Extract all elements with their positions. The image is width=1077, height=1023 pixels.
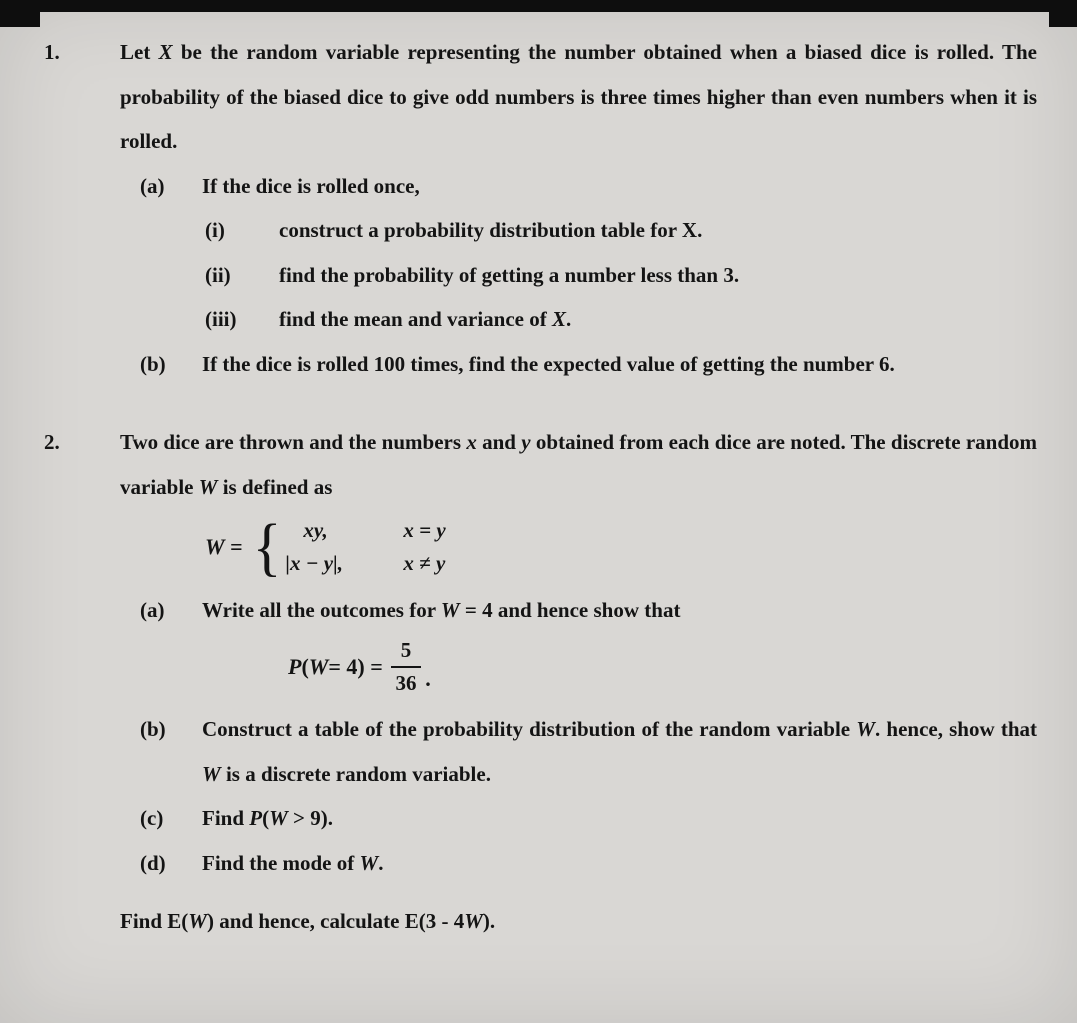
probability-formula: [288, 637, 1077, 698]
question-2: [0, 420, 1077, 509]
q1-item-iii: [205, 297, 1077, 342]
q2-d-var-w: W: [359, 850, 379, 875]
q2-part-a-text: [202, 588, 1077, 633]
pformula-period: .: [425, 665, 431, 691]
q2-c-text-1: Find: [202, 806, 250, 831]
question-1-number: 1.: [44, 40, 60, 64]
q2-intro-var-y: y: [521, 430, 531, 455]
q2-a-text-2: = 4 and hence show that: [459, 598, 681, 623]
q1-intro-text-cont: be the random variable representing the number obtained when a biased dice is rolled. The probability of the biased dice to give odd numbers is three times higher than even numbers when it is rolled.: [120, 40, 1037, 154]
case2-expression: |x − y|,: [285, 550, 343, 575]
q1-item-ii: [205, 253, 1077, 298]
q2-part-d: [140, 841, 1077, 886]
q1-iii-var-x: X: [552, 307, 567, 332]
pformula-rest: = 4) =: [328, 653, 383, 679]
q2-intro-text-4: is defined as: [217, 474, 333, 499]
fraction-numerator: 5: [391, 637, 422, 668]
q2-b-var-w1: W: [856, 717, 875, 742]
left-brace-glyph: {: [252, 510, 282, 583]
q2-b-text-1: Construct a table of the probability distribution of the random variable: [202, 717, 857, 742]
q1-intro-text: Let: [120, 40, 159, 64]
question-1-intro: [120, 30, 1077, 164]
q2-part-b-label: (b): [140, 717, 166, 742]
question-1: [0, 30, 1077, 164]
q2-b-text-2: . hence, show that: [874, 717, 1037, 742]
q1-iii-text: find the mean and variance of: [279, 307, 552, 332]
fraction-denominator: 36: [395, 670, 417, 695]
fraction: [391, 637, 422, 698]
footer-var-w1: W: [188, 909, 207, 934]
formula-var-w: W: [205, 533, 225, 559]
scan-corner-left: [0, 0, 40, 27]
case1-expression: xy,: [303, 518, 328, 543]
q1-part-b-text: If the dice is rolled 100 times, find the expected value of getting the number 6.: [202, 351, 895, 376]
q2-part-c-text: [202, 796, 1077, 841]
footer-text-2: ) and hence, calculate E(3 - 4: [206, 909, 465, 934]
q2-d-period: .: [378, 850, 384, 875]
q2-b-text-3: is a discrete random variable.: [220, 761, 491, 786]
q2-part-a-label: (a): [140, 598, 165, 623]
footer-var-w2: W: [464, 909, 483, 934]
q1-item-i-label: (i): [205, 218, 225, 243]
q1-intro-var-x: X: [158, 40, 173, 64]
pformula-open-paren: (: [301, 653, 309, 679]
q2-part-d-text: [202, 841, 1077, 886]
q2-intro-text-1: Two dice are thrown and the numbers: [120, 430, 467, 455]
q2-c-text-2: > 9).: [287, 806, 334, 831]
q1-part-b-label: (b): [140, 351, 166, 376]
q2-part-d-label: (d): [140, 850, 166, 875]
q2-b-var-w2: W: [202, 761, 221, 786]
q2-c-var-w: W: [269, 806, 288, 831]
q1-item-iii-label: (iii): [205, 307, 237, 332]
q1-item-i-text: construct a probability distribution table for X.: [279, 218, 703, 243]
pformula-p: P: [288, 653, 302, 679]
case1-condition: x = y: [403, 518, 446, 543]
q2-part-a: [140, 588, 1077, 633]
q2-a-text-1: Write all the outcomes for: [202, 598, 441, 623]
q2-part-c-label: (c): [140, 806, 164, 831]
q1-item-ii-label: (ii): [205, 262, 231, 287]
q2-part-b: [140, 707, 1077, 796]
pformula-w: W: [308, 653, 329, 679]
q2-d-text-1: Find the mode of: [202, 850, 360, 875]
q2-intro-var-w: W: [198, 474, 218, 499]
worksheet-content: [0, 30, 1077, 944]
q1-iii-period: .: [566, 307, 572, 332]
question-2-intro: [120, 420, 1077, 509]
q2-c-paren: (: [262, 806, 270, 831]
formula-equals: =: [224, 533, 243, 559]
q2-c-var-p: P: [249, 806, 263, 831]
piecewise-formula: [205, 510, 1077, 583]
footer-text-1: Find E(: [120, 909, 189, 934]
q1-item-i: [205, 208, 1077, 253]
q1-part-a-label: (a): [140, 173, 165, 198]
formula-lhs: [205, 531, 243, 563]
cases-grid: [285, 515, 445, 578]
q2-intro-text-3: obtained from each dice are noted. The discrete random variable: [120, 430, 1037, 499]
q1-part-b: [140, 342, 1077, 387]
q1-item-ii-text: find the probability of getting a number less than 3.: [279, 262, 740, 287]
question-gap: [0, 386, 1077, 420]
q2-footer-instruction: [120, 899, 1077, 944]
q2-part-c: [140, 796, 1077, 841]
q1-item-iii-text: [279, 297, 1077, 342]
q2-a-var-w: W: [440, 598, 460, 623]
case2-condition: x ≠ y: [403, 550, 446, 575]
scan-top-bar: [0, 0, 1077, 12]
q1-part-a: [140, 164, 1077, 209]
question-2-number: 2.: [44, 430, 60, 455]
q2-part-b-text: [202, 707, 1077, 796]
scan-corner-right: [1049, 0, 1077, 27]
q2-intro-text-2: and: [476, 430, 522, 455]
q2-intro-var-x: x: [466, 430, 477, 455]
footer-text-3: ).: [482, 909, 496, 934]
q1-part-a-text: If the dice is rolled once,: [202, 173, 420, 198]
